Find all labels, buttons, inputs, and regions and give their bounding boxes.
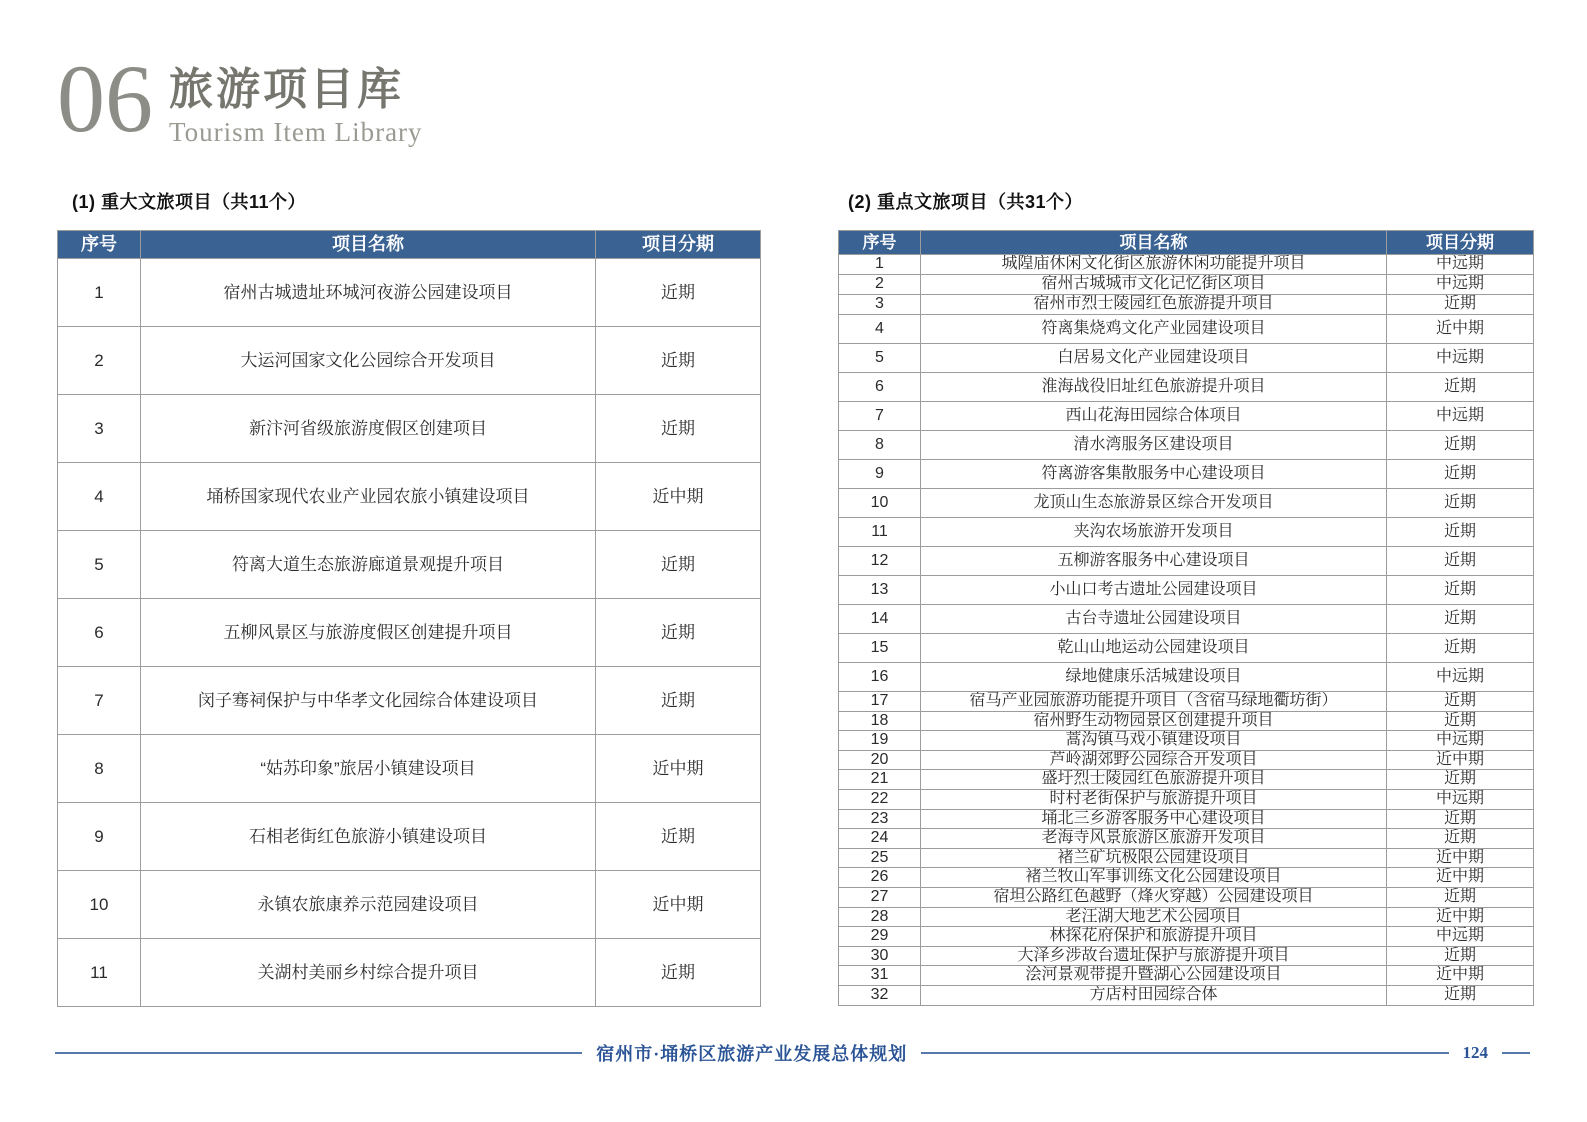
table-row (839, 809, 1534, 829)
footer-doc-title: 宿州市·埇桥区旅游产业发展总体规划 (596, 1044, 908, 1064)
project-name-cell: 宿州市烈士陵园红色旅游提升项目 (921, 295, 1387, 315)
project-phase-cell: 中远期 (1387, 344, 1534, 373)
project-phase-cell: 近期 (1387, 547, 1534, 576)
row-number: 27 (839, 887, 921, 907)
table-row (839, 489, 1534, 518)
row-number: 2 (839, 275, 921, 295)
project-phase-cell: 中远期 (1387, 255, 1534, 275)
row-number: 10 (58, 871, 141, 939)
table-row (839, 887, 1534, 907)
row-number: 32 (839, 985, 921, 1005)
project-phase-cell: 中远期 (1387, 927, 1534, 947)
table-row (839, 344, 1534, 373)
row-number: 4 (839, 315, 921, 344)
row-number: 8 (58, 735, 141, 803)
column-header-project-phase: 项目分期 (1387, 231, 1534, 255)
row-number: 20 (839, 750, 921, 770)
table-row (839, 848, 1534, 868)
project-name-cell: “姑苏印象”旅居小镇建设项目 (141, 735, 596, 803)
table-row (839, 663, 1534, 692)
project-phase-cell: 中远期 (1387, 275, 1534, 295)
project-phase-cell: 近期 (596, 395, 761, 463)
project-phase-cell: 近中期 (1387, 966, 1534, 986)
project-name-cell: 宿坦公路红色越野（烽火穿越）公园建设项目 (921, 887, 1387, 907)
table-row (839, 770, 1534, 790)
row-number: 14 (839, 605, 921, 634)
table-row (58, 803, 761, 871)
column-header-no: 序号 (58, 231, 141, 259)
table-row (839, 966, 1534, 986)
project-name-cell: 浍河景观带提升暨湖心公园建设项目 (921, 966, 1387, 986)
table-header-row (839, 231, 1534, 255)
project-phase-cell: 近期 (1387, 829, 1534, 849)
row-number: 3 (839, 295, 921, 315)
table-row (58, 259, 761, 327)
section-title-key-projects: (2) 重点文旅项目（共31个） (848, 192, 1084, 212)
project-name-cell: 永镇农旅康养示范园建设项目 (141, 871, 596, 939)
chapter-header (57, 45, 423, 152)
project-name-cell: 夹沟农场旅游开发项目 (921, 518, 1387, 547)
row-number: 8 (839, 431, 921, 460)
project-phase-cell: 近期 (1387, 460, 1534, 489)
project-name-cell: 大运河国家文化公园综合开发项目 (141, 327, 596, 395)
project-phase-cell: 近期 (1387, 373, 1534, 402)
project-name-cell: 清水湾服务区建设项目 (921, 431, 1387, 460)
project-name-cell: 褚兰牧山军事训练文化公园建设项目 (921, 868, 1387, 888)
project-name-cell: 古台寺遗址公园建设项目 (921, 605, 1387, 634)
chapter-title: 旅游项目库 (169, 65, 404, 114)
project-name-cell: 宿州古城遗址环城河夜游公园建设项目 (141, 259, 596, 327)
project-name-cell: 乾山山地运动公园建设项目 (921, 634, 1387, 663)
footer-page-number: 124 (1462, 1043, 1489, 1062)
row-number: 7 (839, 402, 921, 431)
project-phase-cell: 近期 (596, 259, 761, 327)
project-name-cell: 符离大道生态旅游廊道景观提升项目 (141, 531, 596, 599)
major-projects-header (58, 231, 761, 259)
project-phase-cell: 近期 (596, 531, 761, 599)
table-row (839, 518, 1534, 547)
table-row (58, 667, 761, 735)
table-row (839, 634, 1534, 663)
project-phase-cell: 近期 (1387, 946, 1534, 966)
project-name-cell: 淮海战役旧址红色旅游提升项目 (921, 373, 1387, 402)
project-name-cell: 西山花海田园综合体项目 (921, 402, 1387, 431)
row-number: 6 (839, 373, 921, 402)
footer-rule-right (921, 1052, 1448, 1054)
project-phase-cell: 近期 (1387, 489, 1534, 518)
project-name-cell: 符离游客集散服务中心建设项目 (921, 460, 1387, 489)
table-row (839, 946, 1534, 966)
table-row (839, 576, 1534, 605)
project-phase-cell: 中远期 (1387, 663, 1534, 692)
table-row (58, 871, 761, 939)
row-number: 9 (58, 803, 141, 871)
table-row (839, 868, 1534, 888)
table-row (839, 711, 1534, 731)
table-row (839, 692, 1534, 712)
project-phase-cell: 近期 (1387, 711, 1534, 731)
table-row (839, 731, 1534, 751)
key-projects-table (838, 230, 1534, 1006)
project-phase-cell: 近中期 (596, 735, 761, 803)
row-number: 3 (58, 395, 141, 463)
table-row (839, 315, 1534, 344)
project-name-cell: 褚兰矿坑极限公园建设项目 (921, 848, 1387, 868)
project-phase-cell: 近期 (1387, 634, 1534, 663)
row-number: 4 (58, 463, 141, 531)
column-header-no: 序号 (839, 231, 921, 255)
project-name-cell: 蒿沟镇马戏小镇建设项目 (921, 731, 1387, 751)
row-number: 30 (839, 946, 921, 966)
row-number: 29 (839, 927, 921, 947)
section-title-major-projects: (1) 重大文旅项目（共11个） (72, 192, 307, 212)
project-phase-cell: 近中期 (1387, 750, 1534, 770)
project-phase-cell: 近期 (596, 599, 761, 667)
project-phase-cell: 中远期 (1387, 789, 1534, 809)
table-row (58, 395, 761, 463)
chapter-titles (169, 52, 423, 148)
project-name-cell: 小山口考古遗址公园建设项目 (921, 576, 1387, 605)
table-row (839, 373, 1534, 402)
project-name-cell: 方店村田园综合体 (921, 985, 1387, 1005)
project-name-cell: 林探花府保护和旅游提升项目 (921, 927, 1387, 947)
project-phase-cell: 近期 (1387, 518, 1534, 547)
row-number: 24 (839, 829, 921, 849)
project-phase-cell: 中远期 (1387, 731, 1534, 751)
project-name-cell: 新汴河省级旅游度假区创建项目 (141, 395, 596, 463)
project-name-cell: 五柳风景区与旅游度假区创建提升项目 (141, 599, 596, 667)
project-name-cell: 城隍庙休闲文化街区旅游休闲功能提升项目 (921, 255, 1387, 275)
table-row (58, 463, 761, 531)
project-name-cell: 五柳游客服务中心建设项目 (921, 547, 1387, 576)
row-number: 18 (839, 711, 921, 731)
row-number: 28 (839, 907, 921, 927)
footer-rule-left (55, 1052, 582, 1054)
row-number: 15 (839, 634, 921, 663)
row-number: 1 (58, 259, 141, 327)
project-name-cell: 宿马产业园旅游功能提升项目（含宿马绿地衢坊街） (921, 692, 1387, 712)
chapter-number: 06 (57, 45, 153, 152)
table-row (839, 907, 1534, 927)
table-row (839, 275, 1534, 295)
row-number: 16 (839, 663, 921, 692)
row-number: 11 (58, 939, 141, 1007)
table-row (839, 431, 1534, 460)
project-phase-cell: 近期 (596, 803, 761, 871)
table-row (58, 599, 761, 667)
project-name-cell: 宿州古城城市文化记忆街区项目 (921, 275, 1387, 295)
table-row (839, 927, 1534, 947)
row-number: 22 (839, 789, 921, 809)
row-number: 26 (839, 868, 921, 888)
project-phase-cell: 近期 (1387, 809, 1534, 829)
project-name-cell: 符离集烧鸡文化产业园建设项目 (921, 315, 1387, 344)
project-name-cell: 大泽乡涉故台遗址保护与旅游提升项目 (921, 946, 1387, 966)
project-name-cell: 时村老街保护与旅游提升项目 (921, 789, 1387, 809)
row-number: 6 (58, 599, 141, 667)
row-number: 5 (839, 344, 921, 373)
row-number: 5 (58, 531, 141, 599)
row-number: 1 (839, 255, 921, 275)
project-phase-cell: 近中期 (1387, 907, 1534, 927)
project-phase-cell: 近中期 (596, 871, 761, 939)
row-number: 25 (839, 848, 921, 868)
row-number: 19 (839, 731, 921, 751)
table-row (839, 402, 1534, 431)
table-row (58, 735, 761, 803)
table-row (58, 327, 761, 395)
row-number: 2 (58, 327, 141, 395)
table-row (839, 789, 1534, 809)
chapter-subtitle: Tourism Item Library (169, 117, 423, 147)
project-name-cell: 绿地健康乐活城建设项目 (921, 663, 1387, 692)
table-row (839, 255, 1534, 275)
project-phase-cell: 近期 (596, 327, 761, 395)
row-number: 21 (839, 770, 921, 790)
project-phase-cell: 近期 (1387, 692, 1534, 712)
table-row (839, 829, 1534, 849)
column-header-project-name: 项目名称 (141, 231, 596, 259)
project-name-cell: 白居易文化产业园建设项目 (921, 344, 1387, 373)
project-name-cell: 埇桥国家现代农业产业园农旅小镇建设项目 (141, 463, 596, 531)
row-number: 7 (58, 667, 141, 735)
page-footer (55, 1040, 1530, 1066)
project-phase-cell: 近中期 (1387, 315, 1534, 344)
key-projects-header (839, 231, 1534, 255)
project-name-cell: 龙顶山生态旅游景区综合开发项目 (921, 489, 1387, 518)
column-header-project-name: 项目名称 (921, 231, 1387, 255)
project-phase-cell: 中远期 (1387, 402, 1534, 431)
project-name-cell: 闵子骞祠保护与中华孝文化园综合体建设项目 (141, 667, 596, 735)
project-phase-cell: 近期 (1387, 887, 1534, 907)
project-phase-cell: 近中期 (1387, 848, 1534, 868)
table-row (58, 939, 761, 1007)
project-name-cell: 芦岭湖郊野公园综合开发项目 (921, 750, 1387, 770)
project-phase-cell: 近期 (1387, 576, 1534, 605)
row-number: 13 (839, 576, 921, 605)
project-phase-cell: 近期 (1387, 295, 1534, 315)
project-name-cell: 老海寺风景旅游区旅游开发项目 (921, 829, 1387, 849)
project-phase-cell: 近期 (1387, 770, 1534, 790)
table-row (839, 547, 1534, 576)
footer-rule-end (1502, 1052, 1530, 1054)
table-row (58, 531, 761, 599)
row-number: 11 (839, 518, 921, 547)
table-row (839, 295, 1534, 315)
table-row (839, 460, 1534, 489)
row-number: 10 (839, 489, 921, 518)
row-number: 12 (839, 547, 921, 576)
project-phase-cell: 近期 (596, 939, 761, 1007)
row-number: 17 (839, 692, 921, 712)
project-name-cell: 埇北三乡游客服务中心建设项目 (921, 809, 1387, 829)
project-name-cell: 石相老街红色旅游小镇建设项目 (141, 803, 596, 871)
project-phase-cell: 近期 (1387, 985, 1534, 1005)
row-number: 9 (839, 460, 921, 489)
column-header-project-phase: 项目分期 (596, 231, 761, 259)
table-row (839, 605, 1534, 634)
project-phase-cell: 近期 (596, 667, 761, 735)
row-number: 23 (839, 809, 921, 829)
table-header-row (58, 231, 761, 259)
table-row (839, 985, 1534, 1005)
key-projects-tbody (839, 255, 1534, 1006)
project-name-cell: 宿州野生动物园景区创建提升项目 (921, 711, 1387, 731)
major-projects-table (57, 230, 761, 1007)
major-projects-tbody (58, 259, 761, 1007)
project-phase-cell: 近中期 (1387, 868, 1534, 888)
row-number: 31 (839, 966, 921, 986)
project-name-cell: 盛圩烈士陵园红色旅游提升项目 (921, 770, 1387, 790)
project-phase-cell: 近期 (1387, 605, 1534, 634)
project-phase-cell: 近期 (1387, 431, 1534, 460)
table-row (839, 750, 1534, 770)
project-phase-cell: 近中期 (596, 463, 761, 531)
project-name-cell: 老汪湖大地艺术公园项目 (921, 907, 1387, 927)
project-name-cell: 关湖村美丽乡村综合提升项目 (141, 939, 596, 1007)
